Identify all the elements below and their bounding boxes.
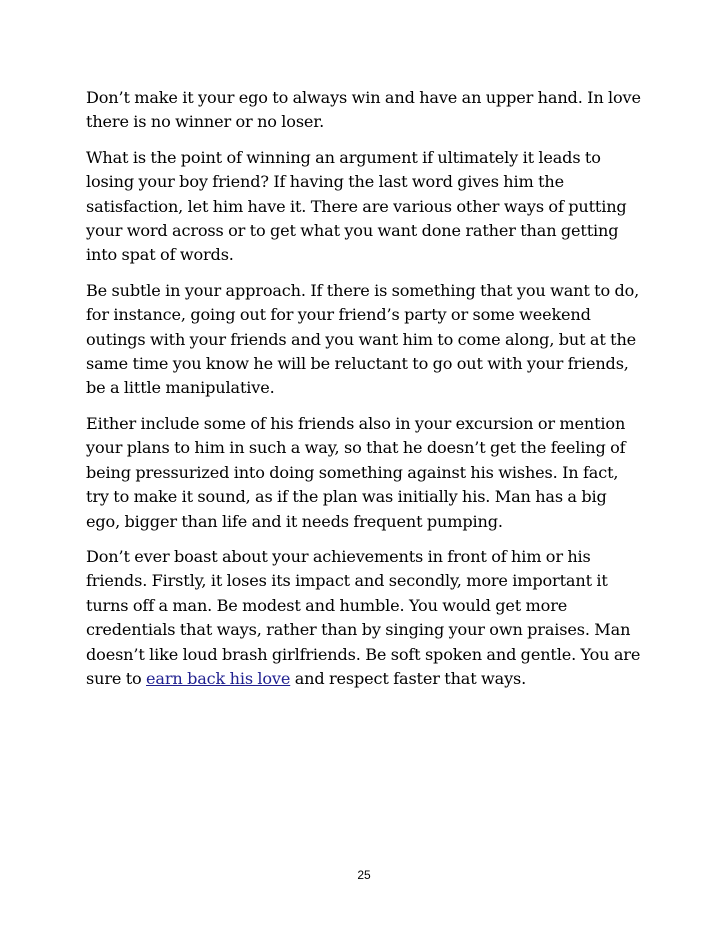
paragraph: What is the point of winning an argument if ultimately it leads to losing your boy friend? If having the last word gives him the satisfaction, let him have it. There are various other ways of putting your word across or to get what you want done rather than getting into spat of words. xyxy=(86,147,627,265)
paragraph-text: Don’t ever boast about your achievements in front of him or his friends. Firstly, it loses its impact and secondly, more important it turns off a man. Be modest and humble. You would get more credentials that ways, rather than by singing your own praises. Man doesn’t like loud brash girlfriends. Be soft spoken and gentle. You are sure to xyxy=(86,546,641,688)
document-body xyxy=(86,86,642,702)
paragraph: Be subtle in your approach. If there is something that you want to do, for instance, going out for your friend’s party or some weekend outings with your friends and you want him to come along, but at the same time you know he will be reluctant to go out with your friends, be a little manipulative. xyxy=(86,280,640,398)
earn-back-his-love-link[interactable]: earn back his love xyxy=(146,668,291,688)
page-number: 25 xyxy=(357,868,371,882)
paragraph: Don’t make it your ego to always win and have an upper hand. In love there is no winner or no loser. xyxy=(86,88,641,132)
paragraph-text: and respect faster that ways. xyxy=(290,668,527,688)
paragraph-with-link xyxy=(86,545,642,691)
paragraph: Either include some of his friends also in your excursion or mention your plans to him in such a way, so that he doesn’t get the feeling of being pressurized into doing something against his wishes. In fact, try to make it sound, as if the plan was initially his. Man has a big ego, bigger than life and it needs frequent pumping. xyxy=(86,413,626,531)
